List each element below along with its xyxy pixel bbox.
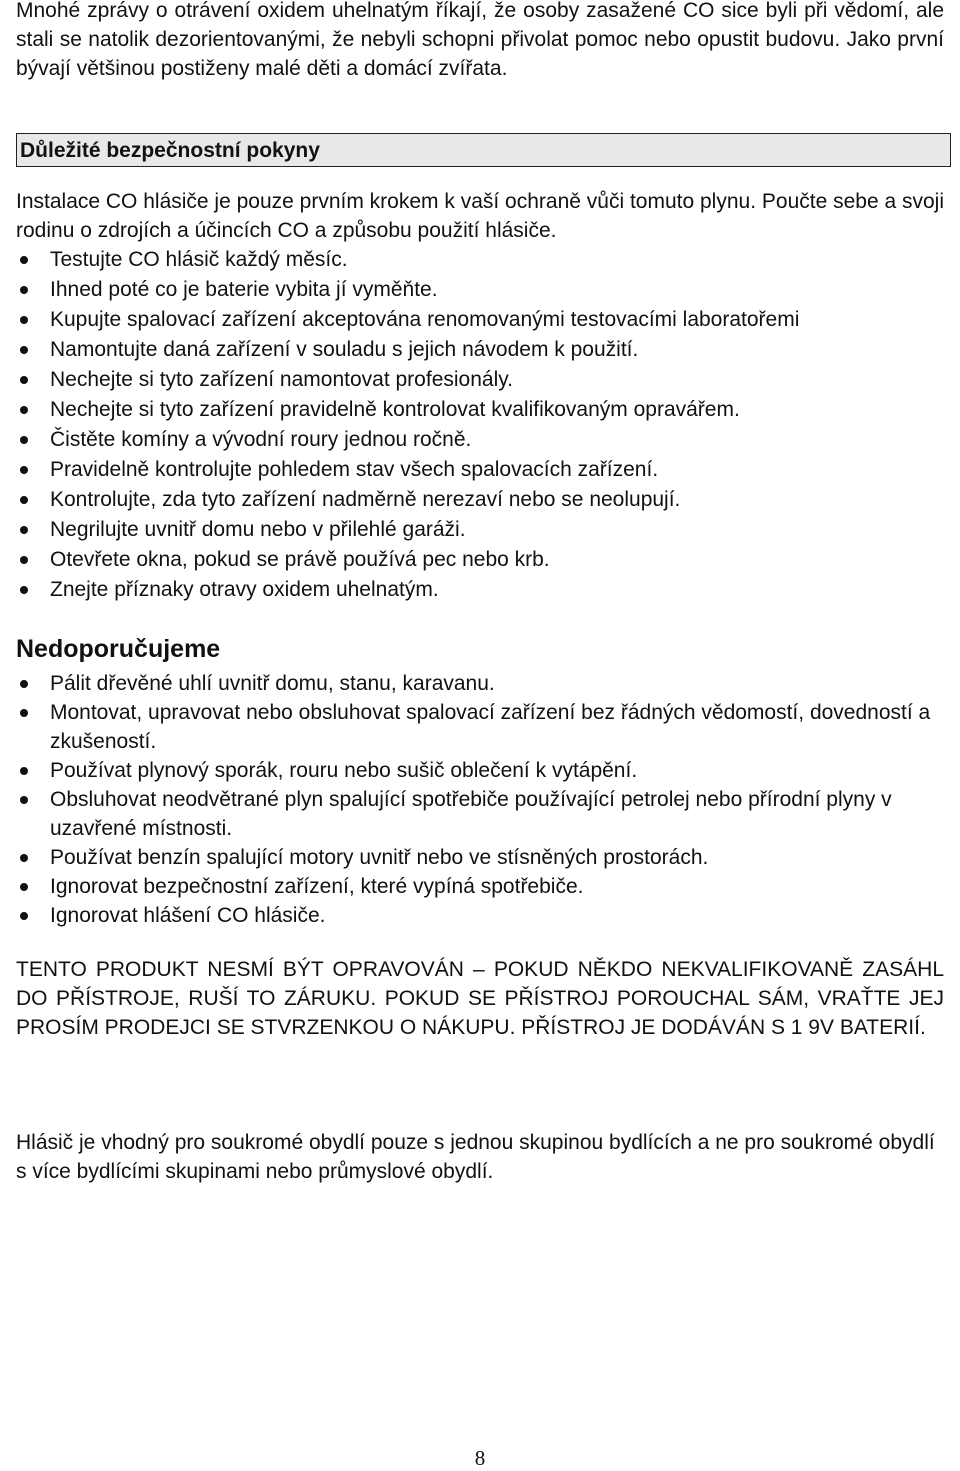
list-item — [16, 698, 944, 756]
document-page — [16, 0, 944, 1207]
bullet-icon — [20, 767, 28, 775]
usage-note: Hlásič je vhodný pro soukromé obydlí pouze s jednou skupinou bydlících a ne pro soukromé obydlí s více bydlícími skupinami nebo průmyslové obydlí. — [16, 1131, 935, 1183]
list-item-text: Nechejte si tyto zařízení namontovat profesionály. — [50, 368, 514, 391]
list-item-text: Ignorovat hlášení CO hlásiče. — [50, 904, 326, 927]
bullet-icon — [20, 883, 28, 891]
bullet-icon — [20, 316, 28, 324]
list-item — [16, 901, 944, 930]
list-item-text: Pálit dřevěné uhlí uvnitř domu, stanu, karavanu. — [50, 672, 495, 695]
list-item — [16, 515, 944, 545]
bullet-icon — [20, 466, 28, 474]
bullet-icon — [20, 436, 28, 444]
list-item — [16, 365, 944, 395]
list-item — [16, 245, 944, 275]
list-item — [16, 305, 944, 335]
bullet-icon — [20, 406, 28, 414]
list-item-text: Používat plynový sporák, rouru nebo sušič oblečení k vytápění. — [50, 759, 638, 782]
list-item — [16, 872, 944, 901]
list-item-text: Kupujte spalovací zařízení akceptována renomovanými testovacími laboratořemi — [50, 308, 800, 331]
bullet-icon — [20, 256, 28, 264]
bullet-icon — [20, 709, 28, 717]
list-item-text: Negrilujte uvnitř domu nebo v přilehlé garáži. — [50, 518, 466, 541]
list-item — [16, 785, 944, 843]
list-item — [16, 843, 944, 872]
bullet-icon — [20, 346, 28, 354]
list-item-text: Ignorovat bezpečnostní zařízení, které vypíná spotřebiče. — [50, 875, 584, 898]
list-item-text: Namontujte daná zařízení v souladu s jejich návodem k použití. — [50, 338, 639, 361]
list-item — [16, 545, 944, 575]
recommendations-list — [16, 245, 944, 605]
list-item-text: Čistěte komíny a vývodní roury jednou ročně. — [50, 428, 472, 451]
list-item — [16, 455, 944, 485]
list-item-text: Montovat, upravovat nebo obsluhovat spalovací zařízení bez řádných vědomostí, dovedností a zkušeností. — [50, 701, 931, 753]
list-item-text: Obsluhovat neodvětrané plyn spalující spotřebiče používající petrolej nebo přírodní plyny v uzavřené místnosti. — [50, 788, 892, 840]
list-item — [16, 485, 944, 515]
list-item-text: Nechejte si tyto zařízení pravidelně kontrolovat kvalifikovaným opravářem. — [50, 398, 740, 421]
list-item — [16, 575, 944, 605]
list-item-text: Znejte příznaky otravy oxidem uhelnatým. — [50, 578, 439, 601]
safety-heading-box: Důležité bezpečnostní pokyny — [16, 133, 951, 167]
list-item — [16, 335, 944, 365]
warranty-warning: TENTO PRODUKT NESMÍ BÝT OPRAVOVÁN – POKUD NĚKDO NEKVALIFIKOVANĚ ZASÁHL DO PŘÍSTROJE, RUŠÍ TO ZÁRUKU. POKUD SE PŘÍSTROJ POROUCHAL SÁM, VRAŤTE JEJ PROSÍM PRODEJCI SE STVRZENKOU O NÁKUPU. PŘÍSTROJ JE DODÁVÁN S 1 9V BATERIÍ. — [16, 958, 944, 1039]
instructions-paragraph: Instalace CO hlásiče je pouze prvním krokem k vaší ochraně vůči tomuto plynu. Poučte sebe a svoji rodinu o zdrojích a účincích CO a způsobu použití hlásiče. — [16, 190, 944, 242]
bullet-icon — [20, 854, 28, 862]
list-item-text: Pravidelně kontrolujte pohledem stav všech spalovacích zařízení. — [50, 458, 659, 481]
list-item-text: Ihned poté co je baterie vybita jí vyměňte. — [50, 278, 438, 301]
list-item — [16, 395, 944, 425]
bullet-icon — [20, 680, 28, 688]
bullet-icon — [20, 556, 28, 564]
bullet-icon — [20, 496, 28, 504]
list-item — [16, 425, 944, 455]
list-item — [16, 669, 944, 698]
not-recommended-heading: Nedoporučujeme — [16, 635, 221, 663]
bullet-icon — [20, 586, 28, 594]
bullet-icon — [20, 376, 28, 384]
list-item — [16, 756, 944, 785]
intro-paragraph: Mnohé zprávy o otrávení oxidem uhelnatým říkají, že osoby zasažené CO sice byli při vědomí, ale stali se natolik dezorientovanými, že nebyli schopni přivolat pomoc nebo opustit budovu. Jako první bývají většinou postiženy malé děti a domácí zvířata. — [16, 0, 944, 80]
list-item — [16, 275, 944, 305]
bullet-icon — [20, 286, 28, 294]
list-item-text: Používat benzín spalující motory uvnitř nebo ve stísněných prostorách. — [50, 846, 709, 869]
bullet-icon — [20, 912, 28, 920]
not-recommended-list — [16, 669, 944, 930]
bullet-icon — [20, 796, 28, 804]
list-item-text: Kontrolujte, zda tyto zařízení nadměrně nerezaví nebo se neolupují. — [50, 488, 681, 511]
list-item-text: Otevřete okna, pokud se právě používá pec nebo krb. — [50, 548, 550, 571]
page-number: 8 — [474, 1446, 486, 1470]
bullet-icon — [20, 526, 28, 534]
list-item-text: Testujte CO hlásič každý měsíc. — [50, 248, 348, 271]
